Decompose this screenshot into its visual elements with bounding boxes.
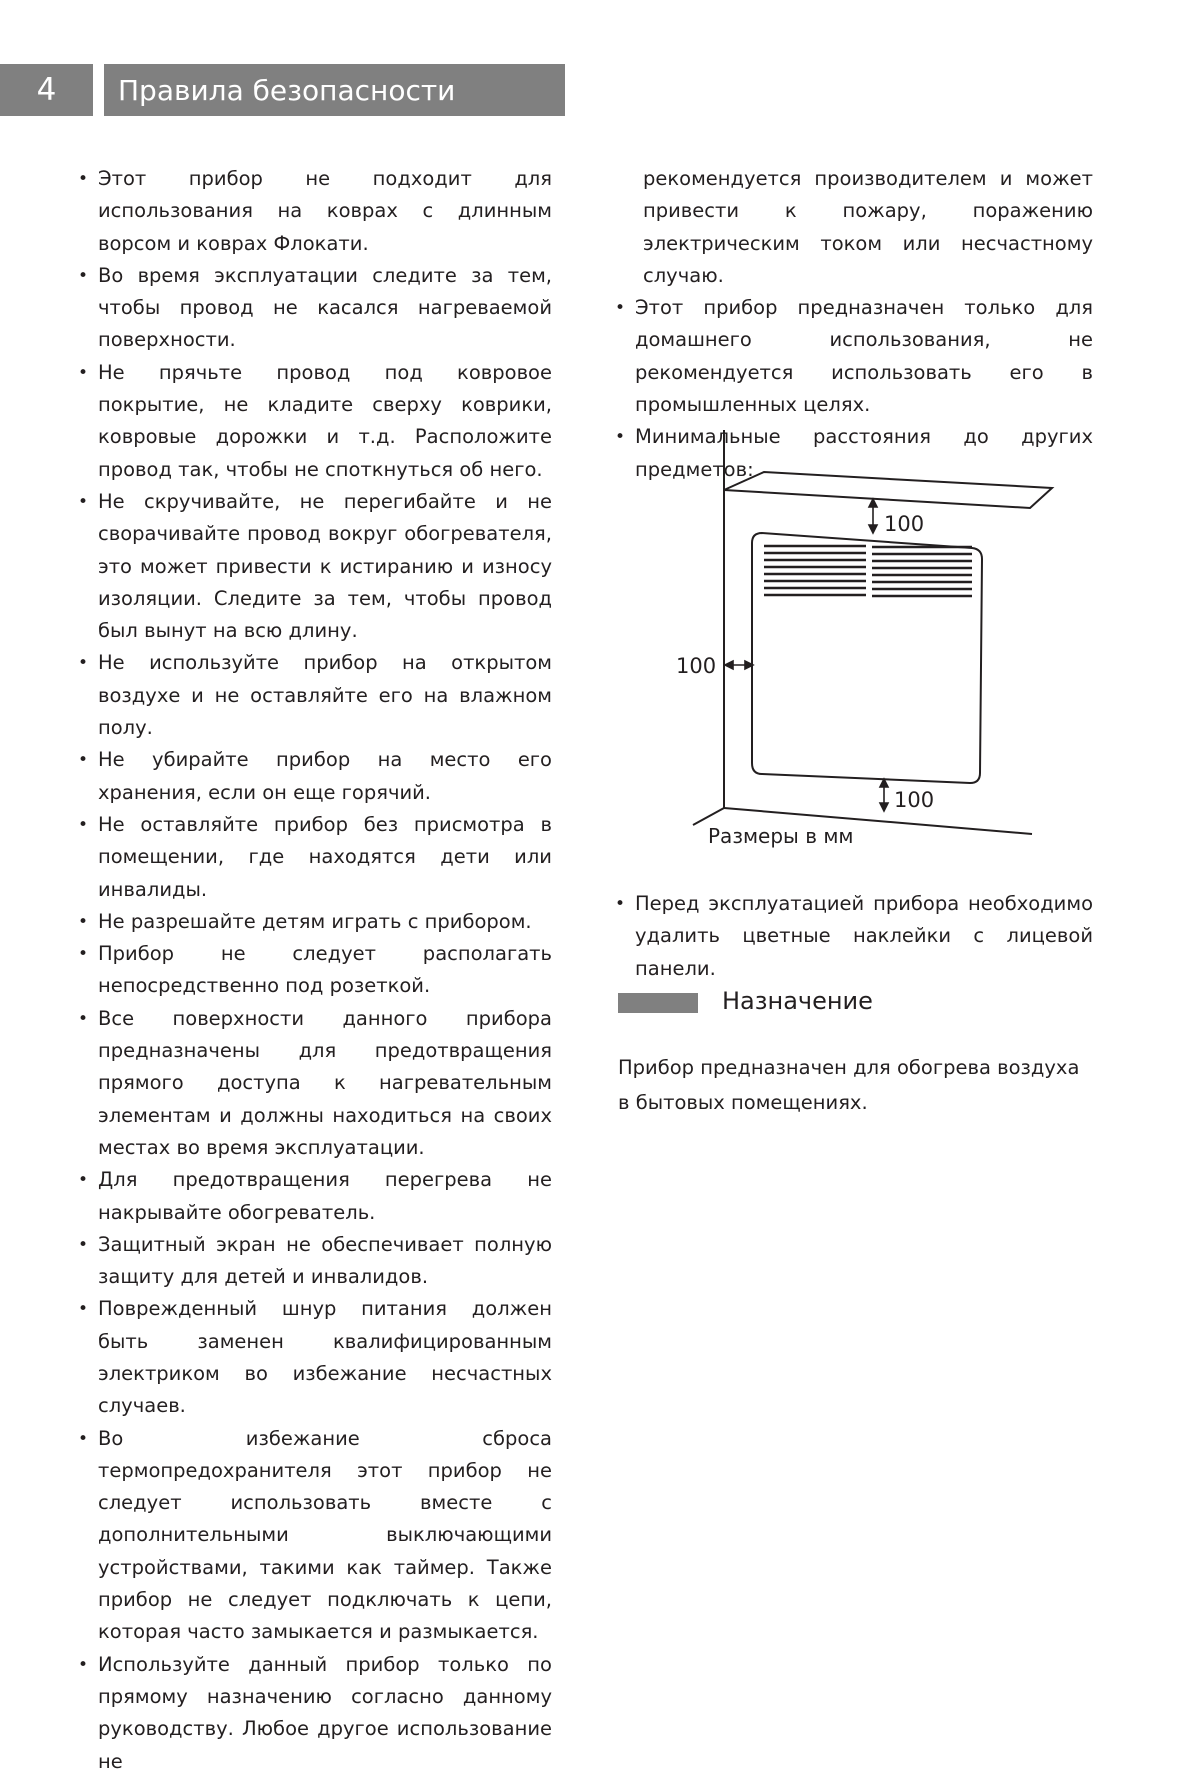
heater-grille bbox=[764, 546, 972, 596]
list-item: • Прибор не следует располагать непосредственно под розеткой. bbox=[78, 938, 552, 1003]
left-column bbox=[78, 163, 552, 1778]
list-item: • Все поверхности данного прибора предназначены для предотвращения прямого доступа к нагревательным элементам и должны находиться на своих местах во время эксплуатации. bbox=[78, 1003, 552, 1164]
heater-body bbox=[752, 533, 982, 783]
list-item: • Перед эксплуатацией прибора необходимо удалить цветные наклейки с лицевой панели. bbox=[615, 888, 1093, 985]
bottom-clearance-arrow bbox=[880, 779, 888, 811]
list-item: • Не скручивайте, не перегибайте и не сворачивайте провод вокруг обогревателя, это может привести к истиранию и износу изоляции. Следите за тем, чтобы провод был вынут на всю длину. bbox=[78, 486, 552, 647]
page-title: Правила безопасности bbox=[104, 64, 565, 116]
list-item: • Во время эксплуатации следите за тем, чтобы провод не касался нагреваемой поверхности. bbox=[78, 260, 552, 357]
clearance-diagram bbox=[620, 425, 1060, 865]
bottom-clearance-label: 100 bbox=[894, 788, 935, 812]
list-item: • Этот прибор предназначен только для домашнего использования, не рекомендуется использовать его в промышленных целях. bbox=[615, 292, 1093, 421]
shelf-shape bbox=[724, 472, 1052, 508]
list-item: • Во избежание сброса термопредохранителя этот прибор не следует использовать вместе с дополнительными выключающими устройствами, такими как таймер. Также прибор не следует подключать к цепи, которая часто замыкается и размыкается. bbox=[78, 1423, 552, 1649]
list-item: • Поврежденный шнур питания должен быть заменен квалифицированным электриком во избежание несчастных случаев. bbox=[78, 1293, 552, 1422]
top-clearance-arrow bbox=[869, 499, 877, 533]
section-marker bbox=[618, 993, 698, 1013]
list-item: • Не разрешайте детям играть с прибором. bbox=[78, 906, 552, 938]
list-item: • Не убирайте прибор на место его хранения, если он еще горячий. bbox=[78, 744, 552, 809]
section-title: Назначение bbox=[722, 987, 873, 1015]
list-item: • Для предотвращения перегрева не накрывайте обогреватель. bbox=[78, 1164, 552, 1229]
list-item: • Этот прибор не подходит для использования на коврах с длинным ворсом и коврах Флокати. bbox=[78, 163, 552, 260]
sticker-note bbox=[615, 888, 1093, 985]
list-item: • Защитный экран не обеспечивает полную защиту для детей и инвалидов. bbox=[78, 1229, 552, 1294]
continued-text: рекомендуется производителем и может привести к пожару, поражению электрическим током или несчастному случаю. bbox=[643, 167, 1093, 287]
safety-rules-list bbox=[78, 163, 552, 1778]
top-clearance-label: 100 bbox=[884, 512, 925, 536]
list-item: • Минимальные расстояния до других предметов: bbox=[615, 421, 1093, 486]
list-item: • Не используйте прибор на открытом воздухе и не оставляйте его на влажном полу. bbox=[78, 647, 552, 744]
list-item: • Не оставляйте прибор без присмотра в помещении, где находятся дети или инвалиды. bbox=[78, 809, 552, 906]
list-item: • Не прячьте провод под ковровое покрытие, не кладите сверху коврики, ковровые дорожки и т.д. Расположите провод так, чтобы не споткнуться об него. bbox=[78, 357, 552, 486]
side-clearance-label: 100 bbox=[676, 654, 717, 678]
list-item: • Используйте данный прибор только по прямому назначению согласно данному руководству. Любое другое использование не bbox=[78, 1649, 552, 1778]
page-number: 4 bbox=[0, 64, 93, 116]
side-clearance-arrow bbox=[725, 661, 753, 669]
floor-corner-line bbox=[693, 808, 724, 825]
diagram-caption: Размеры в мм bbox=[708, 824, 854, 848]
section-body: Прибор предназначен для обогрева воздуха в бытовых помещениях. bbox=[618, 1056, 1080, 1114]
